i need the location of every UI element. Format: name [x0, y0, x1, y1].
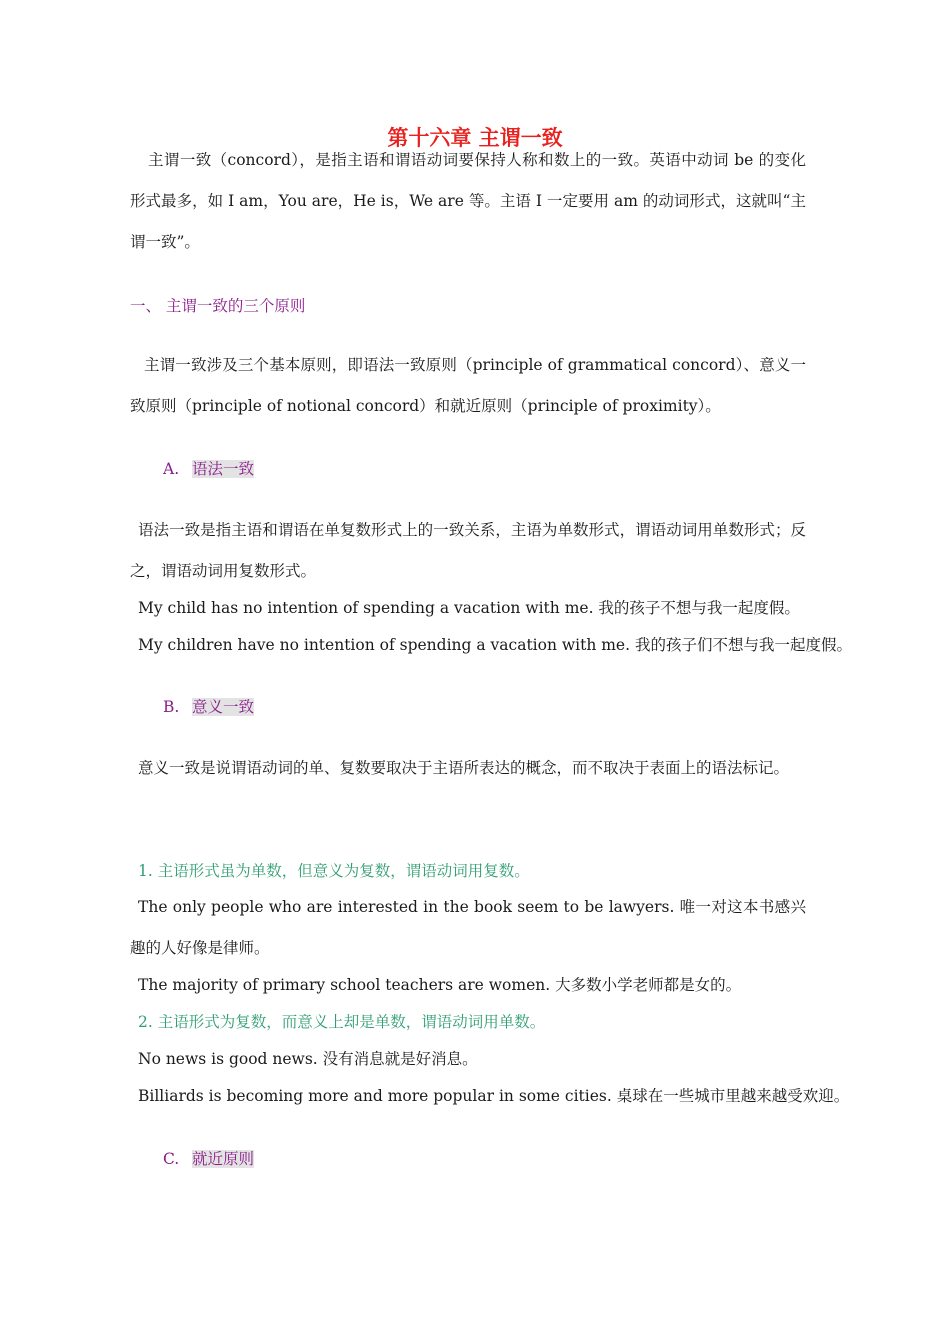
subheading-letter: C. — [163, 1150, 180, 1168]
rule-two: 2. 主语形式为复数，而意义上却是单数，谓语动词用单数。 — [138, 1013, 546, 1031]
example-sentence: The only people who are interested in the book seem to be lawyers. 唯一对这本书感兴趣的人好像是律师。 — [130, 898, 806, 957]
subheading-proximity — [163, 1147, 839, 1171]
notional-paragraph: 意义一致是说谓语动词的单、复数要取决于主语所表达的概念，而不取决于表面上的语法标记。 — [138, 759, 790, 777]
intro-paragraph: 主谓一致（concord），是指主语和谓语动词要保持人称和数上的一致。英语中动词 be 的变化形式最多，如 I am，You are，He is，We are 等。主语 I 一定要用 am 的动词形式，这就叫“主谓一致”。 — [130, 151, 806, 251]
example-sentence: The majority of primary school teachers are women. 大多数小学老师都是女的。 — [138, 976, 742, 994]
example-sentence: My children have no intention of spending a vacation with me. 我的孩子们不想与我一起度假。 — [138, 636, 852, 654]
example-sentence: No news is good news. 没有消息就是好消息。 — [138, 1050, 478, 1068]
example-sentence: My child has no intention of spending a vacation with me. 我的孩子不想与我一起度假。 — [138, 599, 800, 617]
section-heading-principles: 一、 主谓一致的三个原则 — [130, 297, 306, 315]
subheading-notional — [163, 695, 839, 719]
subheading-label: 语法一致 — [192, 460, 255, 478]
subheading-label: 意义一致 — [192, 698, 255, 716]
subheading-grammatical — [163, 457, 839, 481]
subheading-label: 就近原则 — [192, 1150, 255, 1168]
rule-one: 1. 主语形式虽为单数，但意义为复数，谓语动词用复数。 — [138, 862, 530, 880]
example-sentence: Billiards is becoming more and more popular in some cities. 桌球在一些城市里越来越受欢迎。 — [138, 1087, 850, 1105]
subheading-letter: B. — [163, 698, 180, 716]
principles-paragraph: 主谓一致涉及三个基本原则，即语法一致原则（principle of grammatical concord）、意义一致原则（principle of notional concord）和就近原则（principle of proximity）。 — [130, 356, 806, 415]
grammatical-paragraph: 语法一致是指主语和谓语在单复数形式上的一致关系，主语为单数形式，谓语动词用单数形式；反之，谓语动词用复数形式。 — [130, 521, 806, 580]
subheading-letter: A. — [163, 460, 180, 478]
chapter-title: 第十六章 主谓一致 — [387, 126, 563, 150]
